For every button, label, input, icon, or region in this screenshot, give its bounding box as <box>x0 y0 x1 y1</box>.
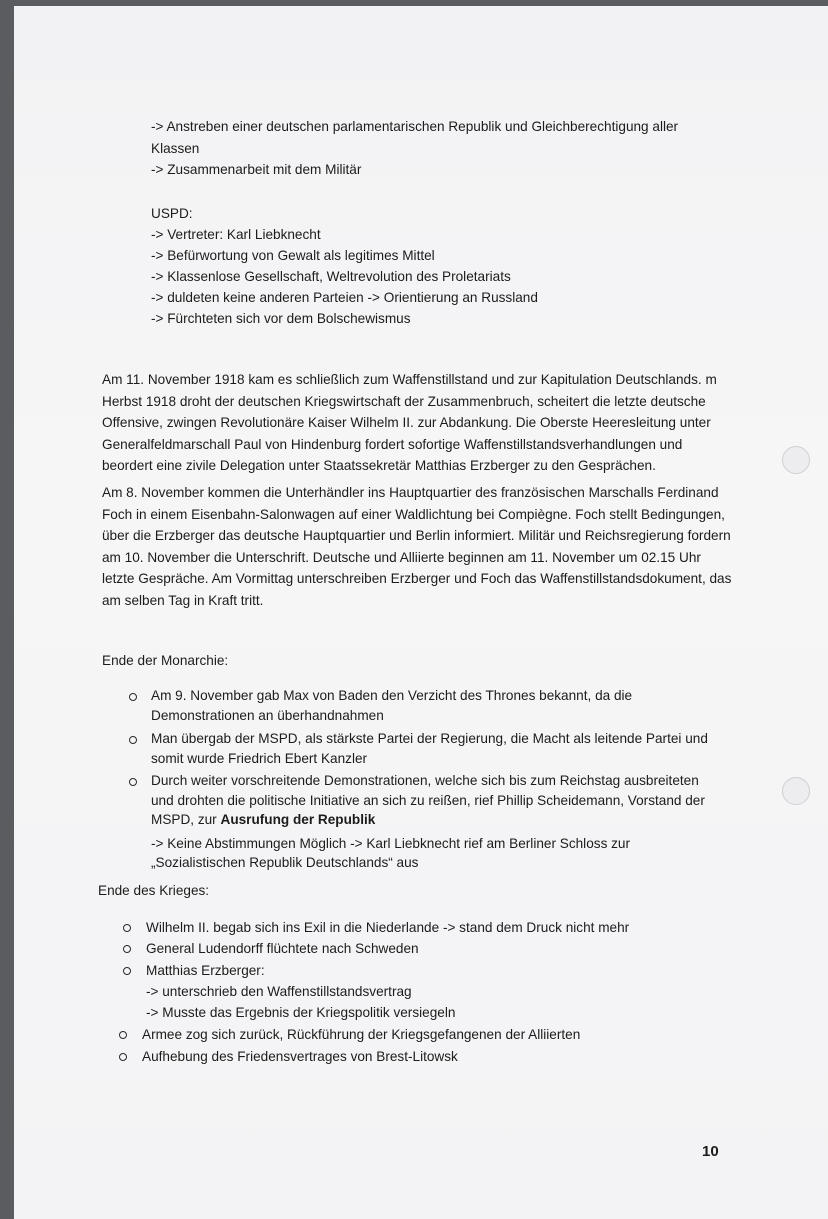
bullet-circle-icon <box>129 736 137 744</box>
list-item <box>151 771 705 873</box>
text-span: MSPD, zur <box>151 812 221 827</box>
bullet-circle-icon <box>123 967 131 975</box>
bullet-circle-icon <box>123 924 131 932</box>
list-item: Matthias Erzberger: <box>146 963 265 978</box>
paragraph: Am 11. November 1918 kam es schließlich zum Waffenstillstand und zur Kapitulation Deutschlands. m Herbst 1918 droht der deutschen Kriegswirtschaft der Zusammenbruch, scheitert die letzte deutsche Offensive, zwingen Revolutionäre Kaiser Wilhelm II. zur Abdankung. Die Oberste Heeresleitung unter Generalfeldmarschall Paul von Hindenburg fordert sofortige Waffenstillstandsverhandlungen und beordert eine zivile Delegation unter Staatssekretär Matthias Erzberger zu den Gesprächen. <box>102 372 717 473</box>
document-page <box>14 6 828 1219</box>
text-line: -> Vertreter: Karl Liebknecht <box>151 227 321 242</box>
text-line: -> Zusammenarbeit mit dem Militär <box>151 162 362 177</box>
page-number: 10 <box>702 1143 719 1160</box>
bullet-circle-icon <box>119 1053 127 1061</box>
list-item: General Ludendorff flüchtete nach Schweden <box>146 941 419 956</box>
text-line: -> Anstreben einer deutschen parlamentarischen Republik und Gleichberechtigung aller <box>151 119 679 134</box>
bold-emphasis: Ausrufung der Republik <box>220 812 376 827</box>
text-line: -> Fürchteten sich vor dem Bolschewismus <box>151 311 411 326</box>
section-heading-monarchy: Ende der Monarchie: <box>102 653 229 668</box>
list-item-subline: -> unterschrieb den Waffenstillstandsvertrag <box>146 984 412 999</box>
list-item-line: Am 9. November gab Max von Baden den Verzicht des Thrones bekannt, da die <box>151 688 633 703</box>
list-item: Armee zog sich zurück, Rückführung der Kriegsgefangenen der Alliierten <box>142 1027 581 1042</box>
punch-hole <box>782 777 810 805</box>
bullet-circle-icon <box>129 778 137 786</box>
list-item-line: Demonstrationen an überhandnahmen <box>151 707 384 723</box>
list-item-line: somit wurde Friedrich Ebert Kanzler <box>151 750 368 766</box>
paragraph: Am 8. November kommen die Unterhändler ins Hauptquartier des französischen Marschalls Ferdinand Foch in einem Eisenbahn-Salonwagen auf einer Waldlichtung bei Compiègne. Foch stellt Bedingungen, über die Erzberger das deutsche Hauptquartier und Berlin informiert. Militär und Reichsregierung fordern am 10. November die Unterschrift. Deutsche und Alliierte beginnen am 11. November um 02.15 Uhr letzte Gespräche. Am Vormittag unterschreiben Erzberger und Foch das Waffenstillstandsdokument, das am selben Tag in Kraft tritt. <box>102 485 732 608</box>
bullet-circle-icon <box>129 693 137 701</box>
text-line: Klassen <box>151 141 200 156</box>
section-heading-uspd: USPD: <box>151 206 193 221</box>
bullet-circle-icon <box>119 1031 127 1039</box>
list-item <box>151 729 708 768</box>
list-item-line: und drohten die politische Initiative an sich zu reißen, rief Phillip Scheidemann, Vorstand der <box>151 792 705 808</box>
text-line: -> Klassenlose Gesellschaft, Weltrevolution des Proletariats <box>151 269 511 284</box>
list-item-line: „Sozialistischen Republik Deutschlands“ aus <box>151 855 419 870</box>
list-item-line: Durch weiter vorschreitende Demonstrationen, welche sich bis zum Reichstag ausbreiteten <box>151 773 699 788</box>
list-item: Wilhelm II. begab sich ins Exil in die Niederlande -> stand dem Druck nicht mehr <box>146 920 630 935</box>
list-item-line: Man übergab der MSPD, als stärkste Partei der Regierung, die Macht als leitende Partei und <box>151 731 708 746</box>
bullet-circle-icon <box>123 945 131 953</box>
list-item <box>151 686 632 725</box>
list-item: Aufhebung des Friedensvertrages von Brest-Litowsk <box>142 1049 458 1064</box>
list-item-line <box>151 810 705 830</box>
list-item-subline: -> Musste das Ergebnis der Kriegspolitik versiegeln <box>146 1005 456 1020</box>
list-item-line: -> Keine Abstimmungen Möglich -> Karl Liebknecht rief am Berliner Schloss zur <box>151 835 631 851</box>
punch-hole <box>782 446 810 474</box>
text-line: -> Befürwortung von Gewalt als legitimes Mittel <box>151 248 435 263</box>
text-line: -> duldeten keine anderen Parteien -> Orientierung an Russland <box>151 290 538 305</box>
section-heading-war-end: Ende des Krieges: <box>98 883 210 898</box>
